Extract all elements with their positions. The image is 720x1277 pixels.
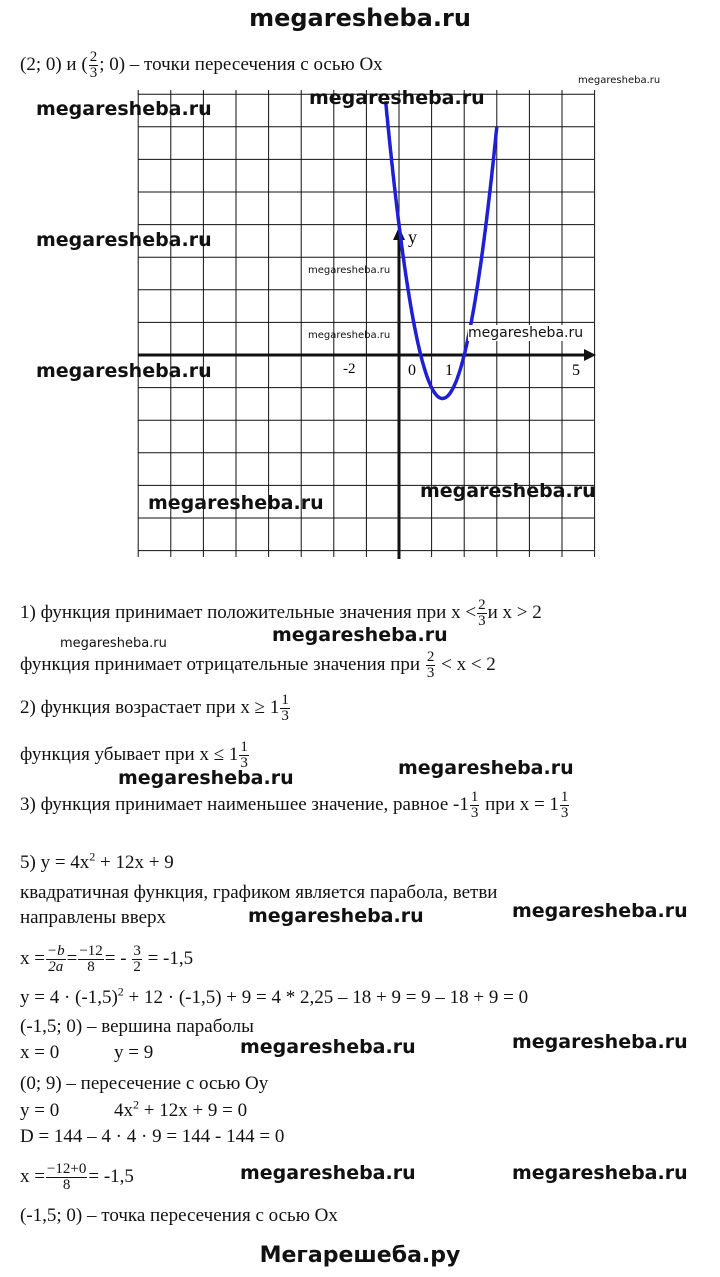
fraction-numerator: 1 [240, 739, 248, 755]
x-zero: x = 0 [20, 1042, 60, 1063]
tick-label-neg2: -2 [343, 361, 356, 377]
watermark: megaresheba.ru [398, 757, 574, 779]
part5-title [20, 849, 174, 874]
minimum-value-line [20, 790, 570, 821]
y-axis [393, 227, 405, 559]
formula-text: = -1,5 [88, 1165, 134, 1187]
fraction [46, 1162, 87, 1193]
analysis-text: 1) функция принимает положительные значения при x < [20, 601, 477, 623]
discriminant: D = 144 – 4 · 4 · 9 = 144 - 144 = 0 [20, 1126, 285, 1147]
fraction-denominator: 3 [281, 708, 289, 724]
formula-text: + 12 · (-1,5) + 9 = 4 * 2,25 – 18 + 9 = 9 – 18 + 9 = 0 [123, 987, 529, 1008]
fraction-denominator: 8 [87, 959, 95, 975]
fraction-numerator: −b [46, 943, 65, 959]
watermark: megaresheba.ru [248, 905, 424, 927]
watermark: megaresheba.ru [512, 1031, 688, 1053]
fraction-denominator: 3 [470, 805, 479, 821]
intersections-post: ; 0) – точки пересечения с осью Ox [99, 53, 383, 75]
watermark-small: megaresheba.ru [308, 265, 391, 276]
analysis-text: функция принимает отрицательные значения при [20, 653, 421, 675]
increasing-line [20, 693, 291, 724]
fraction-denominator: 3 [89, 65, 98, 81]
formula-text: = -1,5 [147, 947, 194, 969]
watermark: megaresheba.ru [148, 492, 324, 514]
fraction-denominator: 2a [48, 959, 64, 975]
fraction [78, 944, 103, 975]
formula-text: + 12x + 9 = 0 [139, 1100, 248, 1121]
vertex-x-formula [20, 944, 193, 975]
watermark-small: megaresheba.ru [578, 75, 661, 86]
y-zero: y = 0 [20, 1100, 60, 1121]
fraction-denominator: 3 [560, 805, 569, 821]
watermark: megaresheba.ru [512, 900, 688, 922]
fraction-denominator: 3 [478, 613, 486, 629]
tick-label-0: 0 [408, 362, 416, 379]
ox-intersection: (-1,5; 0) – точка пересечения с осью Ox [20, 1205, 338, 1226]
header-watermark: megaresheba.ru [249, 4, 471, 32]
part5-title-text: + 12x + 9 [95, 852, 174, 873]
tick-label-5: 5 [572, 362, 580, 379]
fraction-numerator: 3 [133, 943, 141, 959]
exponent: 2 [89, 849, 96, 864]
analysis-text: функция убывает при x ≤ 1 [20, 743, 239, 765]
intersections-pre: (2; 0) и ( [20, 53, 88, 75]
analysis-text: 3) функция принимает наименьшее значение, равное -1 [20, 793, 469, 815]
watermark: megaresheba.ru [309, 87, 485, 109]
watermark-medium: megaresheba.ru [468, 325, 584, 341]
formula-text: = [66, 947, 78, 969]
formula-text: = - [104, 947, 127, 969]
fraction-numerator: 2 [89, 49, 98, 65]
oy-intersection: (0; 9) – пересечение с осью Oy [20, 1073, 269, 1094]
analysis-text: 2) функция возрастает при x ≥ 1 [20, 696, 280, 718]
watermark: megaresheba.ru [420, 480, 596, 502]
fraction-denominator: 3 [240, 755, 248, 771]
fraction-numerator: 1 [470, 789, 479, 805]
watermark: megaresheba.ru [118, 767, 294, 789]
root-formula [20, 1162, 134, 1193]
watermark: megaresheba.ru [240, 1036, 416, 1058]
negative-values-line [20, 650, 496, 681]
fraction-numerator: 1 [560, 789, 569, 805]
part5-description-2: направлены вверх [20, 907, 167, 928]
watermark: megaresheba.ru [272, 624, 448, 646]
exponent: 2 [133, 1097, 139, 1112]
fraction-denominator: 3 [426, 665, 435, 681]
formula-text: y = 4 · (-1,5) [20, 987, 118, 1008]
exponent: 2 [117, 984, 124, 999]
fraction-denominator: 2 [133, 959, 141, 975]
fraction-numerator: 1 [281, 692, 289, 708]
watermark: megaresheba.ru [36, 229, 212, 251]
fraction-two-thirds [477, 598, 487, 629]
parabola-graph [0, 0, 720, 570]
part5-title-text: 5) y = 4x [20, 852, 90, 873]
fraction-two-thirds [426, 650, 436, 681]
watermark: megaresheba.ru [36, 360, 212, 382]
fraction-numerator: −12+0 [46, 1161, 87, 1177]
formula-text: 4x [114, 1100, 133, 1121]
analysis-text: и x > 2 [487, 601, 542, 623]
watermark: megaresheba.ru [512, 1162, 688, 1184]
analysis-text: < x < 2 [441, 653, 496, 675]
y-axis-label: y [408, 227, 417, 247]
analysis-text: при x = 1 [485, 793, 559, 815]
vertex-line: (-1,5; 0) – вершина параболы [20, 1016, 254, 1037]
footer-watermark: Мегарешеба.ру [259, 1243, 461, 1268]
fraction-one-third [560, 790, 570, 821]
fraction-numerator: 2 [426, 649, 435, 665]
watermark-small: megaresheba.ru [60, 636, 167, 651]
tick-label-1: 1 [445, 362, 453, 379]
formula-text: x = [20, 1165, 45, 1187]
vertex-y-formula [20, 984, 529, 1009]
watermark: megaresheba.ru [240, 1162, 416, 1184]
fraction-one-third [280, 693, 290, 724]
fraction-one-third [470, 790, 480, 821]
fraction-denominator: 8 [62, 1177, 71, 1193]
fraction [132, 944, 142, 975]
watermark-small: megaresheba.ru [308, 330, 391, 341]
fraction-numerator: −12 [79, 943, 103, 959]
quadratic-equation [114, 1097, 248, 1122]
formula-text: x = [20, 947, 45, 969]
part5-description-1: квадратичная функция, графиком является парабола, ветви [20, 882, 498, 903]
watermark: megaresheba.ru [36, 98, 212, 120]
fraction-numerator: 2 [478, 597, 486, 613]
fraction [46, 944, 66, 975]
y-nine: y = 9 [114, 1042, 154, 1063]
